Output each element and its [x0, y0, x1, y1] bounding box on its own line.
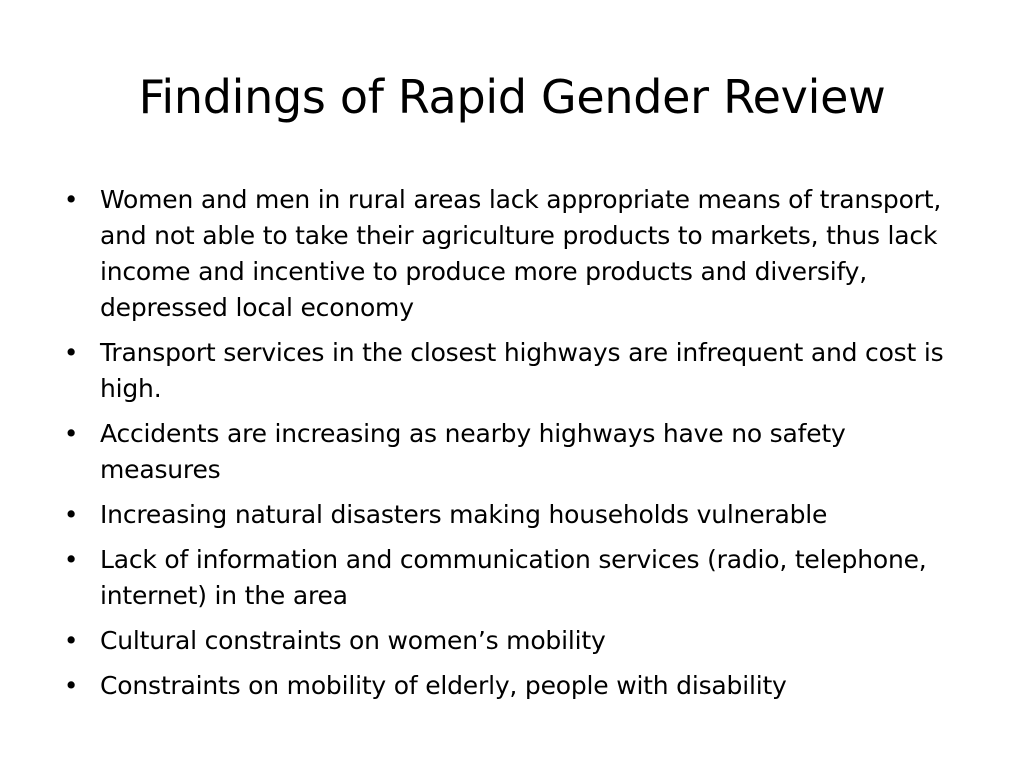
- bullet-item: [60, 335, 960, 407]
- bullet-item: [60, 623, 960, 659]
- bullet-marker: •: [63, 185, 79, 214]
- bullet-text: Transport services in the closest highways are infrequent and cost is high.: [100, 338, 944, 403]
- bullet-text: Constraints on mobility of elderly, people with disability: [100, 671, 787, 700]
- bullet-text: Cultural constraints on women’s mobility: [100, 626, 606, 655]
- bullet-marker: •: [63, 626, 79, 655]
- bullet-marker: •: [63, 545, 79, 574]
- bullet-text: Women and men in rural areas lack appropriate means of transport, and not able to take their agriculture products to markets, thus lack income and incentive to produce more products and diversify, depressed local economy: [100, 185, 942, 322]
- bullet-list: [60, 182, 960, 713]
- slide-title: Findings of Rapid Gender Review: [138, 70, 886, 124]
- bullet-item: [60, 542, 960, 614]
- bullet-text: Increasing natural disasters making households vulnerable: [100, 500, 828, 529]
- bullet-marker: •: [63, 338, 79, 367]
- bullet-item: [60, 416, 960, 488]
- bullet-text: Accidents are increasing as nearby highways have no safety measures: [100, 419, 846, 484]
- bullet-item: [60, 497, 960, 533]
- bullet-item: [60, 668, 960, 704]
- bullet-text: Lack of information and communication services (radio, telephone, internet) in the area: [100, 545, 927, 610]
- bullet-marker: •: [63, 671, 79, 700]
- bullet-marker: •: [63, 419, 79, 448]
- bullet-marker: •: [63, 500, 79, 529]
- bullet-item: [60, 182, 960, 326]
